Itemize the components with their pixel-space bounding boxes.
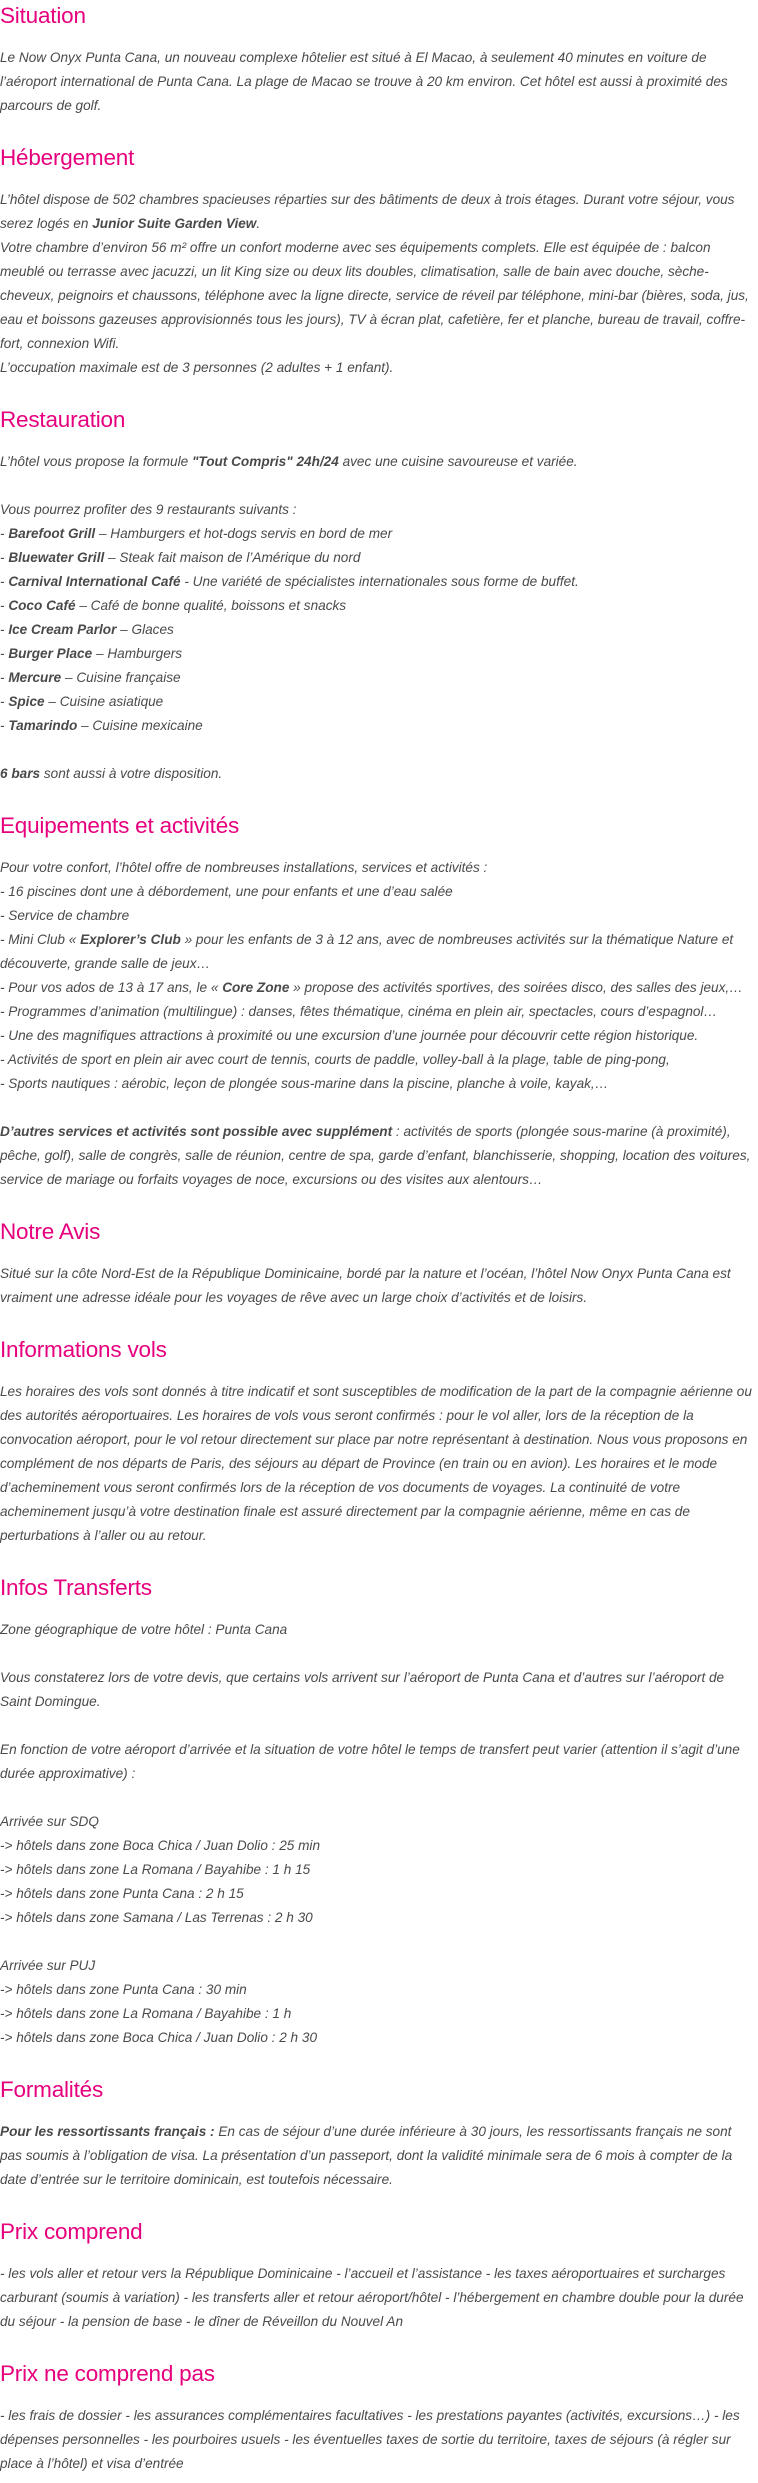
- list-item: - Mercure – Cuisine française: [0, 670, 181, 685]
- list-item: - Service de chambre: [0, 908, 130, 923]
- section-vols: [0, 1334, 756, 1548]
- transferts-p2: En fonction de votre aéroport d’arrivée et la situation de votre hôtel le temps de transfert peut varier (attention il s’agit d’une durée approximative) :: [0, 1742, 740, 1781]
- situation-text: Le Now Onyx Punta Cana, un nouveau complexe hôtelier est situé à El Macao, à seulement 40 minutes en voiture de l’aéroport international de Punta Cana. La plage de Macao se trouve à 20 km environ. Cet hôtel est aussi à proximité des parcours de golf.: [0, 50, 728, 113]
- list-item: - Barefoot Grill – Hamburgers et hot-dogs servis en bord de mer: [0, 526, 393, 541]
- hebergement-line-3: L’occupation maximale est de 3 personnes (2 adultes + 1 enfant).: [0, 360, 394, 375]
- equipements-intro: Pour votre confort, l’hôtel offre de nombreuses installations, services et activités :: [0, 860, 488, 875]
- list-item: - Carnival International Café - Une variété de spécialistes internationales sous forme de buffet.: [0, 574, 579, 589]
- section-title-formalites: Formalités: [0, 2077, 104, 2102]
- section-prix-ne-comprend: [0, 2358, 756, 2476]
- avis-text: Situé sur la côte Nord-Est de la République Dominicaine, bordé par la nature et l’océan, l’hôtel Now Onyx Punta Cana est vraiment une adresse idéale pour les voyages de rêve avec un large choix d’activités et de loisirs.: [0, 1266, 731, 1305]
- section-avis: [0, 1216, 756, 1310]
- puj-title: Arrivée sur PUJ: [0, 1958, 96, 1973]
- section-transferts: [0, 1572, 756, 2050]
- section-title-transferts: Infos Transferts: [0, 1575, 152, 1600]
- section-title-situation: Situation: [0, 3, 86, 28]
- prix-comprend-text: - les vols aller et retour vers la République Dominicaine - l’accueil et l’assistance - les taxes aéroportuaires et surcharges carburant (soumis à variation) - les transferts aller et retour aéroport/hôtel - l’hébergement en chambre double pour la durée du séjour - la pension de base - le dîner de Réveillon du Nouvel An: [0, 2266, 744, 2329]
- section-title-avis: Notre Avis: [0, 1219, 101, 1244]
- list-item: -> hôtels dans zone Samana / Las Terrenas : 2 h 30: [0, 1910, 313, 1925]
- restaurant-list: [0, 522, 756, 738]
- room-type: Junior Suite Garden View: [92, 216, 257, 231]
- list-item: - Coco Café – Café de bonne qualité, boissons et snacks: [0, 598, 347, 613]
- hebergement-line-2: Votre chambre d’environ 56 m² offre un confort moderne avec ses équipements complets. Elle est équipée de : balcon meublé ou terrasse avec jacuzzi, un lit King size ou deux lits doubles, climatisation, salle de bain avec douche, sèche-cheveux, peignoirs et chaussons, téléphone avec la ligne directe, service de réveil par téléphone, mini-bar (bières, soda, jus, eau et boissons gazeuses approvisionnés tous les jours), TV à écran plat, cafetière, fer et planche, bureau de travail, coffre-fort, connexion Wifi.: [0, 240, 749, 351]
- list-item: - Sports nautiques : aérobic, leçon de plongée sous-marine dans la piscine, planche à voile, kayak,…: [0, 1076, 609, 1091]
- list-item: - Tamarindo – Cuisine mexicaine: [0, 718, 203, 733]
- list-item: - Activités de sport en plein air avec court de tennis, courts de paddle, volley-ball à la plage, table de ping-pong,: [0, 1052, 670, 1067]
- section-formalites: [0, 2074, 756, 2192]
- restauration-intro: L’hôtel vous propose la formule "Tout Compris" 24h/24 avec une cuisine savoureuse et variée.: [0, 454, 578, 469]
- list-item: - Une des magnifiques attractions à proximité ou une excursion d’une journée pour découvrir cette région historique.: [0, 1028, 699, 1043]
- list-item: -> hôtels dans zone Punta Cana : 30 min: [0, 1982, 247, 1997]
- section-title-hebergement: Hébergement: [0, 145, 135, 170]
- list-item: -> hôtels dans zone Boca Chica / Juan Dolio : 2 h 30: [0, 2030, 318, 2045]
- sdq-title: Arrivée sur SDQ: [0, 1814, 99, 1829]
- list-item: - Programmes d’animation (multilingue) : danses, fêtes thématique, cinéma en plein air, spectacles, cours d’espagnol…: [0, 1004, 718, 1019]
- extra-services: D’autres services et activités sont possible avec supplément : activités de sports (plongée sous-marine (à proximité), pêche, golf), salle de congrès, salle de réunion, centre de spa, garde d’enfant, blanchisserie, shopping, location des voitures, service de mariage ou forfaits voyages de noce, excursions ou des visites aux alentours…: [0, 1124, 751, 1187]
- vols-text: Les horaires des vols sont donnés à titre indicatif et sont susceptibles de modification de la part de la compagnie aérienne ou des autorités aéroportuaires. Les horaires de vols vous seront confirmés : pour le vol aller, lors de la réception de la convocation aéroport, pour le vol retour directement sur place par notre représentant à destination. Nous vous proposons en complément de nos départs de Paris, des séjours au départ de Province (en train ou en avion). Les horaires et le mode d’acheminement vous seront confirmés lors de la réception de vos documents de voyages. La continuité de votre acheminement jusqu’à votre destination finale est assuré directement par la compagnie aérienne, même en cas de perturbations à l’aller ou au retour.: [0, 1384, 752, 1543]
- section-situation: [0, 0, 756, 118]
- section-prix-comprend: [0, 2216, 756, 2334]
- list-item: - 16 piscines dont une à débordement, une pour enfants et une d’eau salée: [0, 884, 453, 899]
- section-hebergement: [0, 142, 756, 380]
- bars-text: 6 bars sont aussi à votre disposition.: [0, 766, 223, 781]
- list-item: - Pour vos ados de 13 à 17 ans, le « Core Zone » propose des activités sportives, des soirées disco, des salles des jeux,…: [0, 980, 743, 995]
- list-item: -> hôtels dans zone Boca Chica / Juan Dolio : 25 min: [0, 1838, 321, 1853]
- prix-ne-comprend-text: - les frais de dossier - les assurances complémentaires facultatives - les prestations payantes (activités, excursions…) - les dépenses personnelles - les pourboires usuels - les éventuelles taxes de sortie du territoire, taxes de séjours (à régler sur place à l’hôtel) et visa d’entrée: [0, 2408, 740, 2471]
- list-item: - Bluewater Grill – Steak fait maison de l’Amérique du nord: [0, 550, 361, 565]
- list-item: - Ice Cream Parlor – Glaces: [0, 622, 174, 637]
- list-item: - Burger Place – Hamburgers: [0, 646, 183, 661]
- restaurants-intro: Vous pourrez profiter des 9 restaurants suivants :: [0, 502, 297, 517]
- section-title-vols: Informations vols: [0, 1337, 167, 1362]
- transferts-p1: Vous constaterez lors de votre devis, que certains vols arrivent sur l’aéroport de Punta Cana et d’autres sur l’aéroport de Saint Domingue.: [0, 1670, 725, 1709]
- transferts-zone: Zone géographique de votre hôtel : Punta Cana: [0, 1622, 288, 1637]
- section-title-prix-ne-comprend: Prix ne comprend pas: [0, 2361, 215, 2386]
- list-item: -> hôtels dans zone La Romana / Bayahibe : 1 h 15: [0, 1862, 311, 1877]
- section-restauration: [0, 404, 756, 786]
- formalites-text: Pour les ressortissants français : En cas de séjour d’une durée inférieure à 30 jours, les ressortissants français ne sont pas soumis à l’obligation de visa. La présentation d’un passeport, dont la validité minimale sera de 6 mois à compter de la date d’entrée sur le territoire dominicain, est toutefois nécessaire.: [0, 2124, 733, 2187]
- list-item: - Spice – Cuisine asiatique: [0, 694, 164, 709]
- section-equipements: [0, 810, 756, 1192]
- list-item: - Mini Club « Explorer’s Club » pour les enfants de 3 à 12 ans, avec de nombreuses activités sur la thématique Nature et découverte, grande salle de jeux…: [0, 932, 734, 971]
- list-item: -> hôtels dans zone La Romana / Bayahibe : 1 h: [0, 2006, 292, 2021]
- formula-name: "Tout Compris" 24h/24: [191, 454, 339, 469]
- section-title-restauration: Restauration: [0, 407, 126, 432]
- section-title-equipements: Equipements et activités: [0, 813, 240, 838]
- section-title-prix-comprend: Prix comprend: [0, 2219, 143, 2244]
- hebergement-line-1: L’hôtel dispose de 502 chambres spacieuses réparties sur des bâtiments de deux à trois étages. Durant votre séjour, vous serez logés en Junior Suite Garden View.: [0, 192, 735, 231]
- list-item: -> hôtels dans zone Punta Cana : 2 h 15: [0, 1886, 244, 1901]
